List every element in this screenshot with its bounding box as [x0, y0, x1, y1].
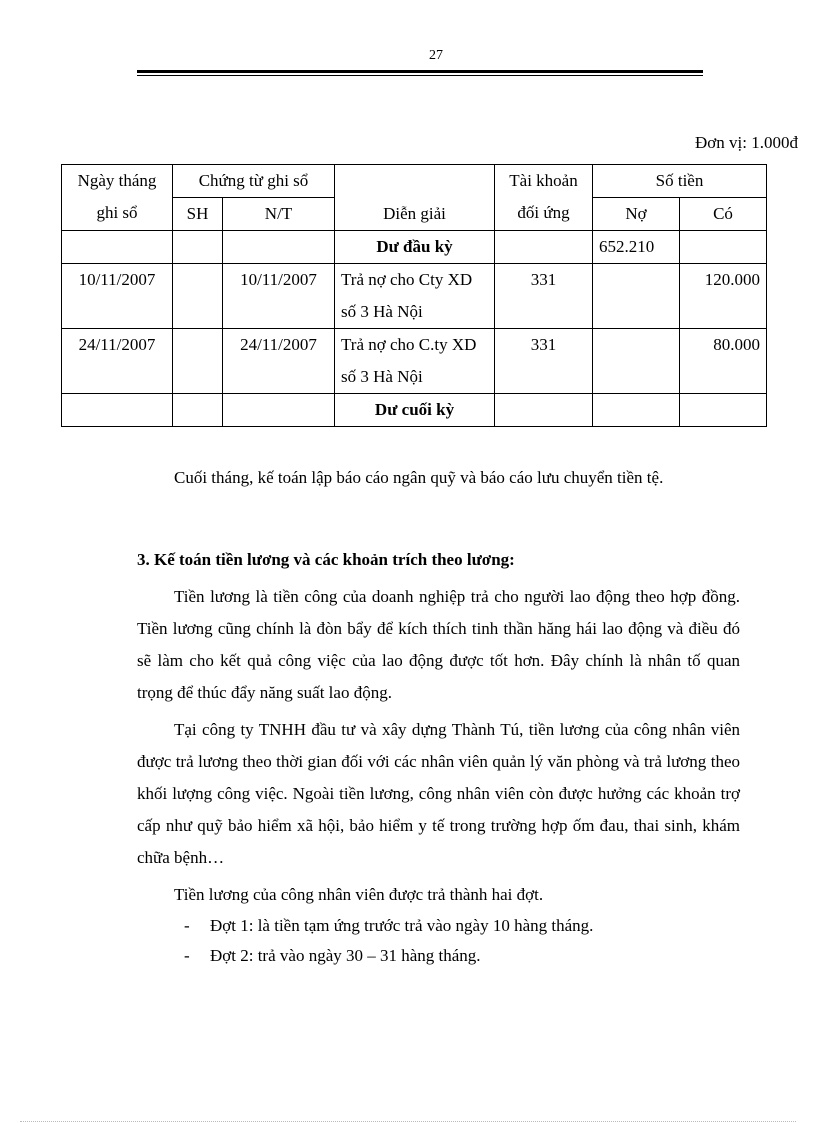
payment-list [137, 911, 740, 971]
header-voucher: Chứng từ ghi sổ [173, 165, 335, 198]
list-item [137, 911, 740, 941]
header-nt: N/T [223, 198, 335, 231]
body-paragraph: Tại công ty TNHH đầu tư và xây dựng Thành Tú, tiền lương của công nhân viên được trả lương theo thời gian đối với các nhân viên quản lý văn phòng và trả lương theo khối lượng công việc. Ngoài tiền lương, công nhân viên còn được hưởng các khoản trợ cấp như quỹ bảo hiểm xã hội, bảo hiểm y tế trong trường hợp ốm đau, thai sinh, khám chữa bệnh… [137, 720, 740, 867]
header-amount: Số tiền [593, 165, 767, 198]
table-row [62, 264, 767, 329]
section-heading: 3. Kế toán tiền lương và các khoản trích theo lương: [137, 550, 515, 569]
list-item [137, 941, 740, 971]
list-item-text: Đợt 2: trả vào ngày 30 – 31 hàng tháng. [210, 946, 481, 965]
table-row [62, 329, 767, 394]
ledger-table [61, 164, 767, 427]
header-sh: SH [173, 198, 223, 231]
row-nt: 24/11/2007 [223, 329, 335, 394]
body-paragraph: Tiền lương là tiền công của doanh nghiệp trả cho người lao động theo hợp đồng. Tiền lương cũng chính là đòn bẩy để kích thích tinh thần hăng hái lao động và điều đó sẽ làm cho kết quả công việc của lao động được tốt hơn. Đây chính là nhân tố quan trọng để thúc đẩy năng suất lao động. [137, 587, 740, 702]
bullet-marker: - [184, 946, 190, 965]
page-number: 27 [429, 48, 443, 63]
header-rule-thin [137, 75, 703, 76]
closing-balance-row [62, 394, 767, 427]
row-credit: 120.000 [680, 264, 767, 329]
row-date: 24/11/2007 [62, 329, 173, 394]
row-description: Trả nợ cho Cty XD số 3 Hà Nội [335, 264, 495, 329]
row-date: 10/11/2007 [62, 264, 173, 329]
summary-block [137, 462, 740, 494]
row-sh [173, 329, 223, 394]
body-paragraph: Tiền lương của công nhân viên được trả thành hai đợt. [174, 885, 544, 904]
summary-paragraph: Cuối tháng, kế toán lập báo cáo ngân quỹ và báo cáo lưu chuyển tiền tệ. [174, 468, 664, 487]
row-description: Trả nợ cho C.ty XD số 3 Hà Nội [335, 329, 495, 394]
unit-note: Đơn vị: 1.000đ [695, 133, 798, 152]
header-credit: Có [680, 198, 767, 231]
row-nt: 10/11/2007 [223, 264, 335, 329]
header-date: Ngày tháng ghi sổ [62, 165, 173, 231]
row-account: 331 [495, 329, 593, 394]
row-debit [593, 264, 680, 329]
header-debit: Nợ [593, 198, 680, 231]
header-rule [137, 70, 703, 73]
row-account: 331 [495, 264, 593, 329]
footer-divider [20, 1121, 796, 1122]
table-header-row [62, 165, 767, 198]
header-description: Diễn giải [335, 165, 495, 231]
header-account: Tài khoản đối ứng [495, 165, 593, 231]
row-sh [173, 264, 223, 329]
opening-debit: 652.210 [593, 231, 680, 264]
list-item-text: Đợt 1: là tiền tạm ứng trước trả vào ngày 10 hàng tháng. [210, 916, 594, 935]
closing-label: Dư cuối kỳ [335, 394, 495, 427]
salary-section [137, 544, 740, 971]
opening-balance-row [62, 231, 767, 264]
opening-label: Dư đầu kỳ [335, 231, 495, 264]
row-debit [593, 329, 680, 394]
bullet-marker: - [184, 916, 190, 935]
row-credit: 80.000 [680, 329, 767, 394]
